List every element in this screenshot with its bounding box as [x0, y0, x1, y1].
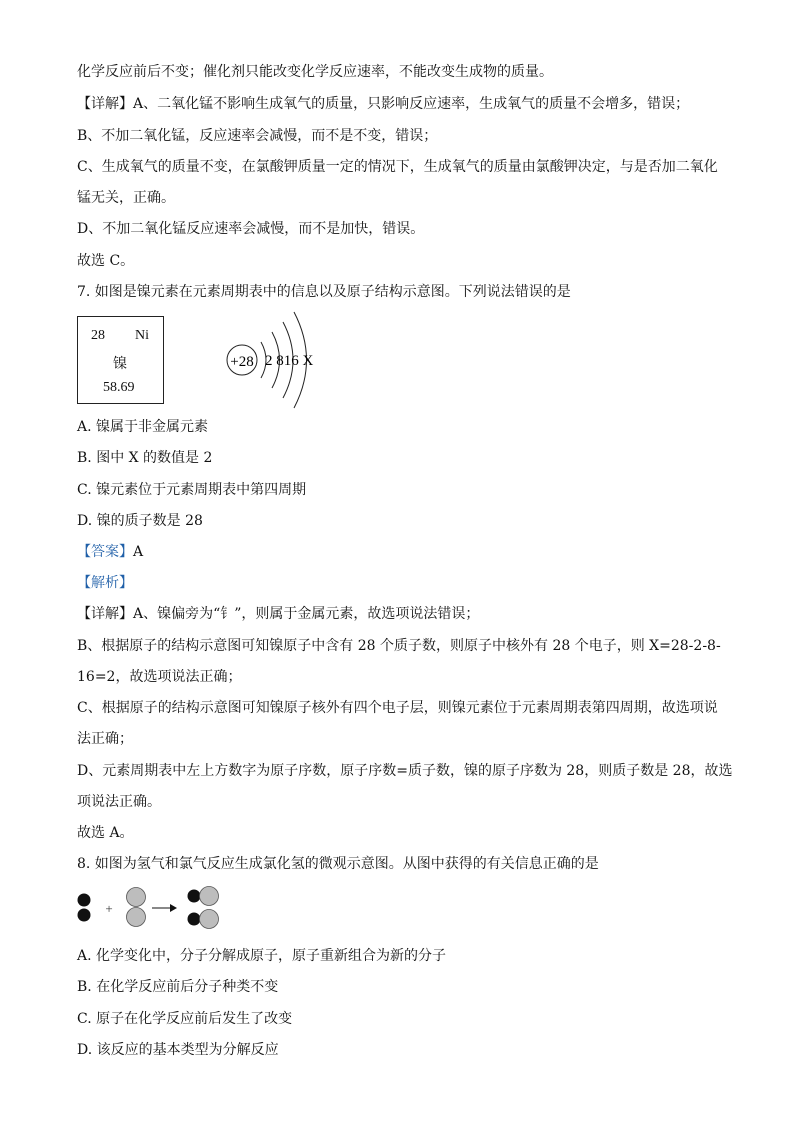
- q7-detail-2: B、根据原子的结构示意图可知镍原子中含有 28 个质子数，则原子中核外有 28 个电子，则 X=28-2-8-: [77, 638, 721, 654]
- q8-stem: 8. 如图为氢气和氯气反应生成氯化氢的微观示意图。从图中获得的有关信息正确的是: [77, 856, 599, 872]
- chlorine-atom: [200, 910, 219, 929]
- detail-line: [77, 94, 689, 114]
- chlorine-atom: [127, 888, 146, 907]
- chlorine-atom: [127, 908, 146, 927]
- detail-text: A、二氧化锰不影响生成氧气的质量，只影响反应速率，生成氧气的质量不会增多，错误；: [133, 96, 690, 112]
- q7-option-d: D. 镍的质子数是 28: [77, 513, 203, 529]
- q7-analysis-label: 【解析】: [77, 575, 133, 591]
- element-card: [77, 316, 164, 404]
- line-6: D、不加二氧化锰反应速率会减慢，而不是加快，错误。: [77, 221, 425, 237]
- line-5: 锰无关，正确。: [77, 190, 175, 206]
- element-name: 镍: [113, 356, 127, 372]
- arrow-head: [170, 904, 177, 912]
- q7-detail-7: 项说法正确。: [77, 794, 161, 810]
- line-4: C、生成氧气的质量不变，在氯酸钾质量一定的情况下，生成氧气的质量由氯酸钾决定，与是否加二氧化: [77, 159, 718, 175]
- q7-detail-8: 故选 A。: [77, 825, 134, 841]
- electron-counts: 2 816 X: [265, 353, 314, 369]
- q7-stem: 7. 如图是镍元素在元素周期表中的信息以及原子结构示意图。下列说法错误的是: [77, 284, 571, 300]
- q7-detail-1: [77, 604, 479, 624]
- q8-option-d: D. 该反应的基本类型为分解反应: [77, 1042, 279, 1058]
- element-number: 28: [91, 328, 105, 343]
- q7-option-b: B. 图中 X 的数值是 2: [77, 450, 213, 466]
- q7-detail-4: C、根据原子的结构示意图可知镍原子核外有四个电子层，则镍元素位于元素周期表第四周期，故选项说: [77, 700, 718, 716]
- detail-text: A、镍偏旁为“钅”，则属于金属元素，故选项说法错误；: [133, 606, 480, 622]
- q8-option-c: C. 原子在化学反应前后发生了改变: [77, 1011, 293, 1027]
- q7-detail-6: D、元素周期表中左上方数字为原子序数，原子序数=质子数，镍的原子序数为 28，则质子数是 28，故选: [77, 763, 733, 779]
- q7-detail-3: 16=2，故选项说法正确；: [77, 669, 242, 685]
- atom-structure-diagram: [220, 306, 330, 416]
- line-3: B、不加二氧化锰，反应速率会减慢，而不是不变，错误；: [77, 128, 438, 144]
- q8-option-a: A. 化学变化中，分子分解成原子，原子重新组合为新的分子: [77, 948, 447, 964]
- reaction-micro-diagram: [72, 882, 232, 934]
- detail-tag: 【详解】: [77, 606, 133, 622]
- answer-label: 【答案】: [77, 544, 133, 560]
- q7-option-c: C. 镍元素位于元素周期表中第四周期: [77, 482, 307, 498]
- element-mass: 58.69: [103, 380, 135, 395]
- hydrogen-atom: [78, 909, 91, 922]
- q7-detail-5: 法正确；: [77, 731, 133, 747]
- hydrogen-atom: [188, 890, 201, 903]
- chlorine-atom: [200, 887, 219, 906]
- answer-value: A: [133, 544, 144, 560]
- detail-tag: 【详解】: [77, 96, 133, 112]
- q7-option-a: A. 镍属于非金属元素: [77, 419, 209, 435]
- q7-answer-line: [77, 542, 143, 562]
- q8-option-b: B. 在化学反应前后分子种类不变: [77, 979, 279, 995]
- line-7: 故选 C。: [77, 253, 135, 269]
- line-1: 化学反应前后不变；催化剂只能改变化学反应速率，不能改变生成物的质量。: [77, 64, 553, 80]
- hydrogen-atom: [188, 913, 201, 926]
- nucleus-charge: +28: [230, 354, 254, 370]
- hydrogen-atom: [78, 894, 91, 907]
- element-symbol: Ni: [135, 328, 149, 343]
- plus-sign: +: [105, 901, 113, 916]
